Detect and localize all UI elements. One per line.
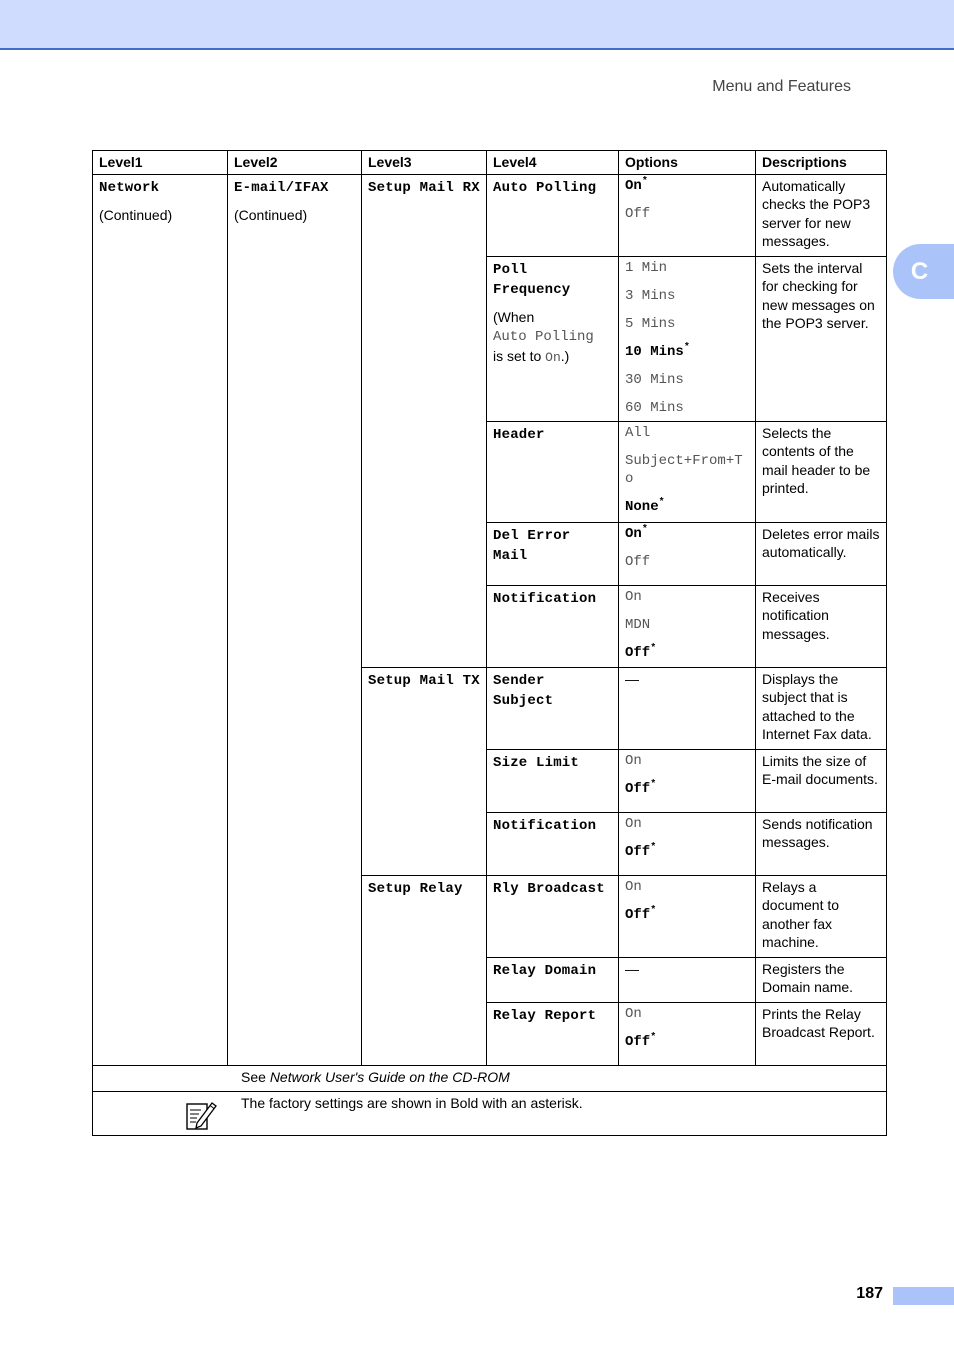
header-level4: Level4 bbox=[487, 151, 619, 175]
option: MDN bbox=[625, 616, 651, 633]
options-cell bbox=[619, 749, 756, 812]
description-cell: Registers the Domain name. bbox=[756, 957, 887, 1002]
level4-label: Relay Domain bbox=[493, 962, 597, 979]
level4-label: Relay Report bbox=[493, 1007, 597, 1024]
option: — bbox=[625, 670, 639, 687]
level2-continued: (Continued) bbox=[234, 207, 308, 223]
option: — bbox=[625, 960, 639, 977]
option-default: Off* bbox=[625, 904, 657, 923]
level4-label: Auto Polling bbox=[493, 179, 597, 196]
header-level3: Level3 bbox=[362, 151, 487, 175]
option: On bbox=[625, 815, 642, 832]
level3-label: Setup Mail TX bbox=[368, 672, 480, 689]
options-cell bbox=[619, 1002, 756, 1065]
option-default: Off* bbox=[625, 841, 657, 860]
options-cell bbox=[619, 174, 756, 256]
header-descriptions: Descriptions bbox=[756, 151, 887, 175]
level4-label: Poll Frequency bbox=[493, 261, 571, 298]
top-header-band bbox=[0, 0, 954, 50]
option: Off bbox=[625, 553, 651, 570]
option-default: Off* bbox=[625, 778, 657, 797]
level3-setup-mail-tx bbox=[362, 667, 487, 875]
level3-label: Setup Mail RX bbox=[368, 179, 480, 196]
table-row bbox=[93, 174, 887, 256]
level1-continued: (Continued) bbox=[99, 207, 173, 223]
table-header-row bbox=[93, 151, 887, 175]
description-cell: Sends notification messages. bbox=[756, 812, 887, 875]
level4-label: Del Error Mail bbox=[493, 527, 571, 564]
level3-setup-relay bbox=[362, 875, 487, 1065]
level4-cell bbox=[487, 749, 619, 812]
level4-note: (When Auto Polling is set to On.) bbox=[493, 308, 594, 365]
see-guide-cell bbox=[93, 1065, 887, 1091]
option-default: 10 Mins* bbox=[625, 341, 690, 360]
appendix-tab: C bbox=[893, 244, 954, 299]
option-default: Off* bbox=[625, 1031, 657, 1050]
note-pencil-icon bbox=[185, 1099, 217, 1131]
description-cell: Prints the Relay Broadcast Report. bbox=[756, 1002, 887, 1065]
option: On bbox=[625, 878, 642, 895]
header-level1: Level1 bbox=[93, 151, 228, 175]
level2-name: E-mail/IFAX bbox=[234, 179, 329, 196]
level4-label: Size Limit bbox=[493, 754, 580, 771]
level4-label: Sender Subject bbox=[493, 672, 554, 709]
chapter-title: Menu and Features bbox=[712, 78, 851, 95]
level4-cell bbox=[487, 875, 619, 957]
option: Off bbox=[625, 205, 651, 222]
option: All bbox=[625, 424, 651, 441]
page-number-bar bbox=[893, 1287, 954, 1305]
description-cell: Receives notification messages. bbox=[756, 585, 887, 667]
description-cell: Deletes error mails automatically. bbox=[756, 522, 887, 585]
header-level2: Level2 bbox=[228, 151, 362, 175]
level3-label: Setup Relay bbox=[368, 880, 463, 897]
see-guide-text: See Network User's Guide on the CD-ROM bbox=[241, 1068, 510, 1085]
description-cell: Sets the interval for checking for new messages on the POP3 server. bbox=[756, 256, 887, 421]
option: On bbox=[625, 588, 642, 605]
level4-cell bbox=[487, 585, 619, 667]
level4-cell bbox=[487, 1002, 619, 1065]
level4-cell bbox=[487, 667, 619, 749]
options-cell bbox=[619, 585, 756, 667]
option-default: On* bbox=[625, 523, 648, 542]
option: 1 Min bbox=[625, 259, 668, 276]
level4-label: Notification bbox=[493, 817, 597, 834]
level1-cell bbox=[93, 174, 228, 1065]
description-cell: Displays the subject that is attached to the Internet Fax data. bbox=[756, 667, 887, 749]
options-cell bbox=[619, 957, 756, 1002]
level4-cell bbox=[487, 957, 619, 1002]
level4-label: Header bbox=[493, 426, 545, 443]
description-cell: Limits the size of E-mail documents. bbox=[756, 749, 887, 812]
option-default: Off* bbox=[625, 642, 657, 661]
level4-cell bbox=[487, 256, 619, 421]
level4-cell bbox=[487, 174, 619, 256]
option: On bbox=[625, 752, 642, 769]
option-default: None* bbox=[625, 497, 665, 515]
level1-name: Network bbox=[99, 179, 160, 196]
level4-label: Notification bbox=[493, 590, 597, 607]
description-cell: Relays a document to another fax machine. bbox=[756, 875, 887, 957]
options-cell bbox=[619, 522, 756, 585]
menu-table bbox=[92, 150, 887, 1136]
level4-label: Rly Broadcast bbox=[493, 880, 605, 897]
option-default: On* bbox=[625, 175, 648, 194]
page-number: 187 bbox=[856, 1285, 883, 1302]
options-cell bbox=[619, 812, 756, 875]
level3-setup-mail-rx bbox=[362, 174, 487, 667]
option: 30 Mins bbox=[625, 371, 684, 388]
footer-see-row bbox=[93, 1065, 887, 1091]
options-cell bbox=[619, 256, 756, 421]
guide-title: Network User's Guide on the CD-ROM bbox=[269, 1068, 510, 1085]
level4-cell bbox=[487, 421, 619, 522]
options-cell bbox=[619, 421, 756, 522]
option: 60 Mins bbox=[625, 399, 684, 416]
note-text: The factory settings are shown in Bold with an asterisk. bbox=[241, 1094, 583, 1111]
level2-cell bbox=[228, 174, 362, 1065]
level4-cell bbox=[487, 812, 619, 875]
option: 5 Mins bbox=[625, 315, 676, 332]
description-cell: Selects the contents of the mail header to be printed. bbox=[756, 421, 887, 522]
header-options: Options bbox=[619, 151, 756, 175]
option: Subject+From+To bbox=[625, 452, 743, 487]
option: 3 Mins bbox=[625, 287, 676, 304]
description-cell: Automatically checks the POP3 server for new messages. bbox=[756, 174, 887, 256]
options-cell bbox=[619, 875, 756, 957]
options-cell bbox=[619, 667, 756, 749]
level4-cell bbox=[487, 522, 619, 585]
option: On bbox=[625, 1005, 642, 1022]
